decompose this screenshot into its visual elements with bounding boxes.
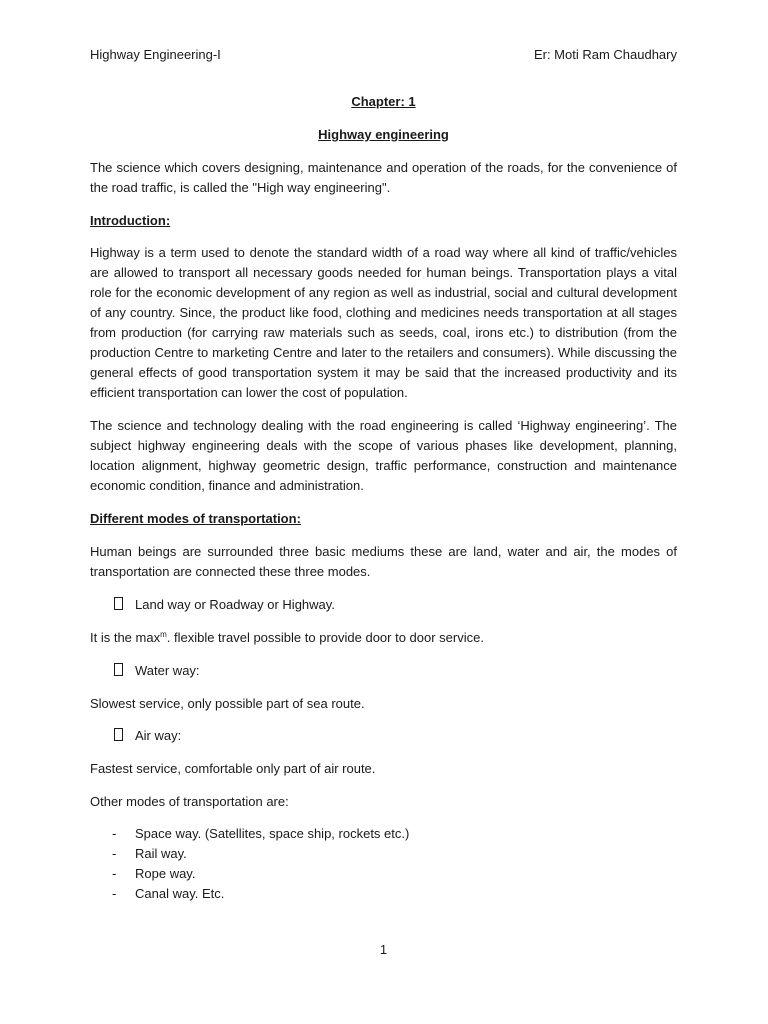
introduction-paragraph-1: Highway is a term used to denote the standard width of a road way where all kind of traffic/vehicles are allowed to transport all necessary goods needed for human beings. Transportation plays a vital role for the economic development of any region as well as industrial, social and cultural development of any country. Since, the product like food, clothing and medicines needs transportation at all stages from production (for carrying raw materials such as seeds, coal, irons etc.) to distribution (from the production Centre to marketing Centre and later to the retailers and consumers). While discussing the general effects of good transportation system it may be said that the increased productivity and its efficient transportation can lower the cost of population. (90, 245, 677, 400)
document-title: Highway engineering (318, 127, 449, 142)
list-item: - Canal way. Etc. (112, 886, 225, 901)
bullet-water-way (114, 661, 200, 681)
page-header (90, 47, 677, 65)
introduction-paragraph-2: The science and technology dealing with the road engineering is called ‘Highway engineering’. The subject highway engineering deals with the scope of various phases like development, planning, location alignment, highway geometric design, traffic performance, construction and maintenance economic condition, finance and administration. (90, 418, 677, 493)
document-page (90, 0, 677, 1024)
bullet-box-icon (114, 728, 123, 741)
chapter-title: Chapter: 1 (351, 94, 416, 109)
header-course-title: Highway Engineering-I (90, 47, 221, 62)
modes-intro-paragraph: Human beings are surrounded three basic mediums these are land, water and air, the modes of transportation are connected these three modes. (90, 544, 677, 579)
definition-paragraph: The science which covers designing, maintenance and operation of the roads, for the convenience of the road traffic, is called the "High way engineering". (90, 160, 677, 195)
list-item: - Rail way. (112, 846, 187, 861)
land-way-description: It is the $\max^m$. flexible travel possible to provide door to door service. (90, 630, 484, 645)
bullet-box-icon (114, 597, 123, 610)
modes-heading: Different modes of transportation: (90, 511, 301, 526)
list-item: - Space way. (Satellites, space ship, rockets etc.) (112, 826, 410, 841)
other-modes-intro: Other modes of transportation are: (90, 794, 289, 809)
bullet-air-way (114, 726, 181, 746)
land-way-label: Land way or Roadway or Highway. (135, 597, 335, 612)
water-way-label: Water way: (135, 663, 200, 678)
introduction-heading: Introduction: (90, 213, 171, 228)
air-way-description: Fastest service, comfortable only part of air route. (90, 761, 376, 776)
page-number: 1 (379, 942, 388, 957)
water-way-description: Slowest service, only possible part of sea route. (90, 696, 365, 711)
bullet-land-way (114, 595, 335, 615)
bullet-box-icon (114, 663, 123, 676)
air-way-label: Air way: (135, 728, 182, 743)
list-item: - Rope way. (112, 866, 196, 881)
other-modes-list (112, 824, 409, 904)
header-author: Er: Moti Ram Chaudhary (533, 47, 677, 62)
